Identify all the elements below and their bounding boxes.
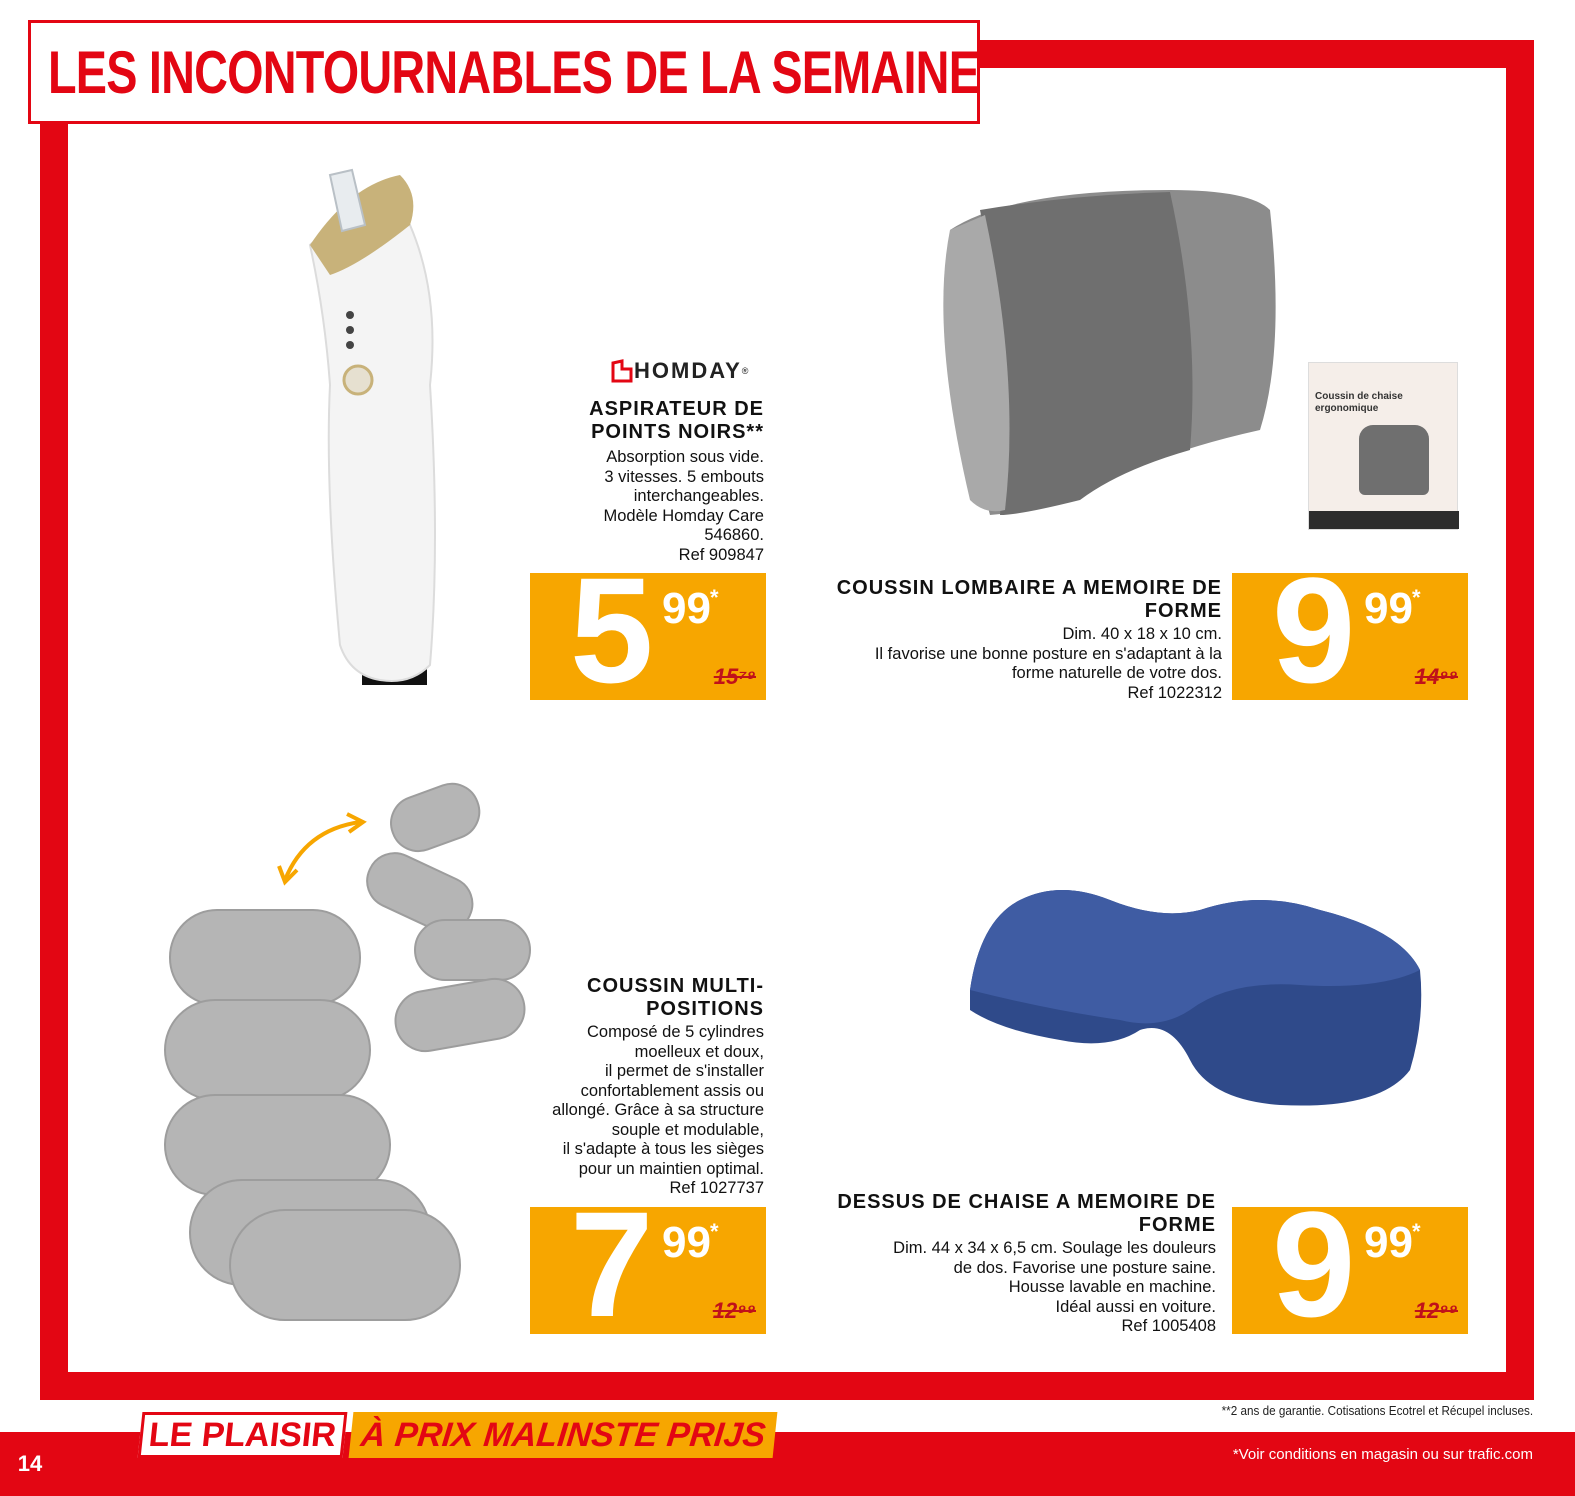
- product-2-name-line-1: COUSSIN LOMBAIRE A MEMOIRE DE: [836, 577, 1222, 599]
- seat-cushion-image: [960, 880, 1430, 1120]
- product-1-ref: Ref 909847: [678, 545, 764, 564]
- price-asterisk: *: [1412, 1219, 1421, 1244]
- price-decimals: 99: [1364, 584, 1413, 633]
- product-4-description: Dim. 44 x 34 x 6,5 cm. Soulage les douleurs de dos. Favorise une posture saine. Housse lavable en machine. Idéal aussi en voiture.: [893, 1239, 1216, 1316]
- price-asterisk: *: [710, 1219, 719, 1244]
- price-decimals: 99: [662, 584, 711, 633]
- box-text-line-2: ergonomique: [1315, 403, 1379, 414]
- footer-slogan: [138, 1412, 778, 1458]
- product-2-price-tag: [1232, 573, 1468, 700]
- product-3-ref: Ref 1027737: [669, 1179, 764, 1197]
- product-4-text: [756, 1191, 1216, 1337]
- page-number: 14: [17, 1451, 43, 1476]
- price-decimals: 99: [662, 1218, 711, 1267]
- price-integer: 9: [1272, 1207, 1350, 1334]
- lumbar-cushion-image: [930, 180, 1285, 525]
- conditions-footnote: *Voir conditions en magasin ou sur trafic.com: [1232, 1446, 1533, 1463]
- brand-name: HOMDAY: [634, 358, 742, 383]
- product-4-ref: Ref 1005408: [1121, 1317, 1216, 1335]
- slogan-part-1: LE PLAISIR: [138, 1412, 348, 1458]
- box-text-line-1: Coussin de chaise: [1315, 391, 1403, 402]
- price-integer: 5: [570, 573, 648, 700]
- product-3-text: [464, 975, 764, 1199]
- product-1-text: [464, 398, 764, 565]
- product-1-name-line-2: POINTS NOIRS**: [591, 421, 764, 443]
- old-price: 12⁹⁹: [712, 1298, 756, 1323]
- product-3-name-line-1: COUSSIN MULTI-: [587, 975, 764, 997]
- product-3-name-line-2: POSITIONS: [646, 998, 764, 1020]
- old-price: 14⁹⁹: [1414, 664, 1458, 689]
- product-2-text: [702, 577, 1222, 703]
- price-integer: 7: [570, 1207, 648, 1334]
- price-decimals: 99: [1364, 1218, 1413, 1267]
- product-1-description: Absorption sous vide. 3 vitesses. 5 embouts interchangeables. Modèle Homday Care 546860.: [603, 448, 764, 544]
- product-box-image: [1308, 362, 1458, 530]
- product-1-name-line-1: ASPIRATEUR DE: [589, 398, 764, 420]
- rotate-arrow-icon: [275, 810, 375, 890]
- product-4-name-line-2: FORME: [1138, 1214, 1216, 1236]
- product-4-name-line-1: DESSUS DE CHAISE A MEMOIRE DE: [837, 1191, 1216, 1213]
- product-4-price-tag: [1232, 1207, 1468, 1334]
- old-price: 15⁷⁹: [713, 664, 756, 689]
- slogan-part-2: À PRIX MALINSTE PRIJS: [349, 1412, 778, 1458]
- product-3-description: Composé de 5 cylindres moelleux et doux, il permet de s'installer confortablement assis ou allongé. Grâce à sa structure souple et modulable, il s'adapte à tous les sièges pour un maintien optimal.: [552, 1023, 764, 1178]
- product-2-name-line-2: FORME: [1144, 600, 1222, 622]
- old-price: 12⁹⁹: [1414, 1298, 1458, 1323]
- product-2-description: Dim. 40 x 18 x 10 cm. Il favorise une bonne posture en s'adaptant à la forme naturelle de votre dos.: [874, 625, 1222, 682]
- page-title: LES INCONTOURNABLES DE LA SEMAINE: [48, 39, 980, 106]
- warranty-footnote: **2 ans de garantie. Cotisations Ecotrel et Récupel incluses.: [1221, 1403, 1533, 1418]
- price-integer: 9: [1272, 573, 1350, 700]
- product-2-ref: Ref 1022312: [1127, 683, 1222, 702]
- price-asterisk: *: [1412, 585, 1421, 610]
- price-asterisk: *: [710, 585, 719, 610]
- blackhead-vacuum-image: [290, 165, 460, 685]
- homday-brand: HOMDAY ®: [610, 358, 748, 384]
- homday-logo-icon: [610, 359, 634, 383]
- product-3-price-tag: [530, 1207, 766, 1334]
